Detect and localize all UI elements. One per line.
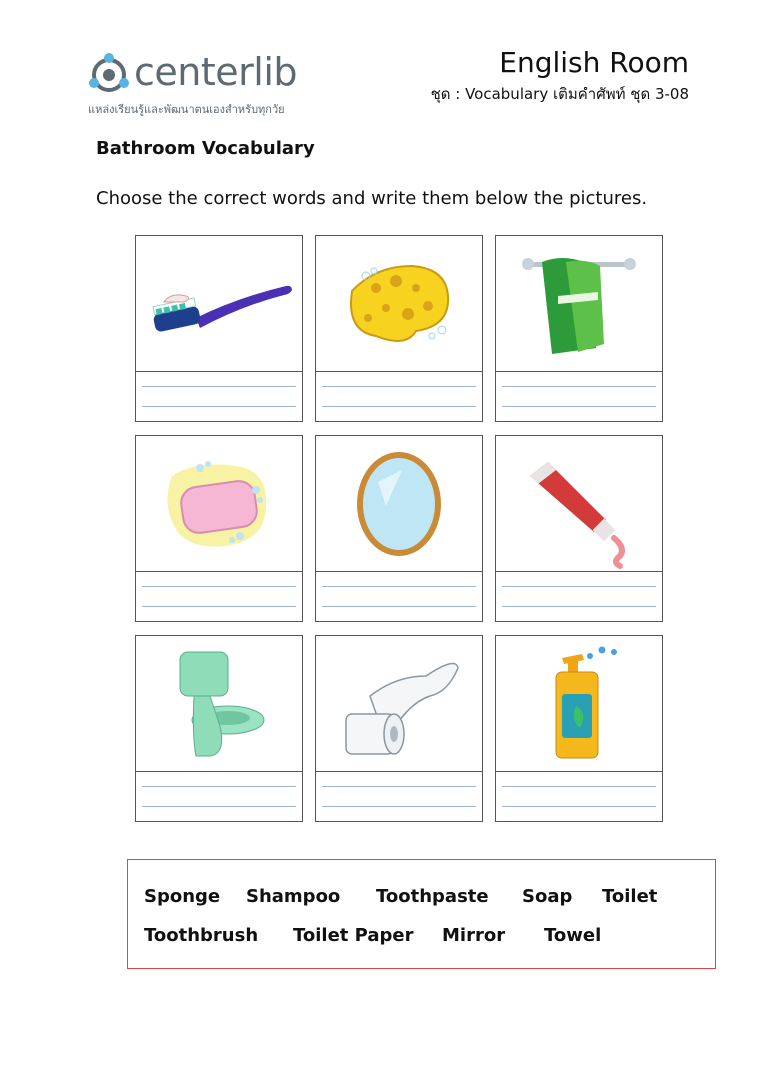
shampoo-icon [496,636,662,771]
word-towel[interactable]: Towel [544,925,602,946]
answer-line[interactable] [502,386,656,387]
word-toothbrush[interactable]: Toothbrush [144,925,259,946]
answer-line[interactable] [142,586,296,587]
picture-frame [496,236,662,372]
toilet-icon [136,636,302,771]
set-label: ชุด : Vocabulary เติมคำศัพท์ ชุด 3-08 [430,85,689,103]
answer-line[interactable] [322,606,476,607]
centerlib-logo [86,48,326,118]
answer-line[interactable] [142,386,296,387]
answer-line[interactable] [142,786,296,787]
answer-line[interactable] [502,786,656,787]
picture-frame [496,636,662,772]
answer-line[interactable] [502,406,656,407]
sponge-icon [316,236,482,371]
card-toilet-paper [315,635,483,822]
answer-line[interactable] [502,806,656,807]
picture-frame [316,436,482,572]
logo-name: centerlib [134,50,297,94]
word-soap[interactable]: Soap [522,886,573,907]
picture-frame [136,436,302,572]
word-sponge[interactable]: Sponge [144,886,221,907]
card-shampoo [495,635,663,822]
answer-line[interactable] [322,406,476,407]
picture-frame [496,436,662,572]
toilet-paper-icon [316,636,482,771]
picture-frame [136,236,302,372]
answer-line[interactable] [322,386,476,387]
word-mirror[interactable]: Mirror [442,925,506,946]
logo-tagline: แหล่งเรียนรู้และพัฒนาตนเองสำหรับทุกวัย [88,103,285,116]
picture-frame [316,636,482,772]
answer-line[interactable] [322,786,476,787]
answer-line[interactable] [502,586,656,587]
card-towel [495,235,663,422]
answer-line[interactable] [322,806,476,807]
answer-line[interactable] [142,806,296,807]
worksheet-instruction: Choose the correct words and write them below the pictures. [96,188,648,209]
brand-title: English Room [499,46,689,79]
card-sponge [315,235,483,422]
word-shampoo[interactable]: Shampoo [246,886,341,907]
card-mirror [315,435,483,622]
card-toothpaste [495,435,663,622]
mirror-icon [316,436,482,571]
answer-line[interactable] [502,606,656,607]
towel-icon [496,236,662,371]
logo-mark-icon [86,52,132,98]
card-soap [135,435,303,622]
toothbrush-icon [136,236,302,371]
worksheet-title: Bathroom Vocabulary [96,138,315,159]
word-toilet-paper[interactable]: Toilet Paper [293,925,414,946]
picture-frame [136,636,302,772]
word-bank [127,859,716,969]
answer-line[interactable] [142,606,296,607]
word-toilet[interactable]: Toilet [602,886,658,907]
card-toilet [135,635,303,822]
card-toothbrush [135,235,303,422]
picture-frame [316,236,482,372]
word-toothpaste[interactable]: Toothpaste [376,886,489,907]
soap-icon [136,436,302,571]
answer-line[interactable] [322,586,476,587]
answer-line[interactable] [142,406,296,407]
toothpaste-icon [496,436,662,571]
